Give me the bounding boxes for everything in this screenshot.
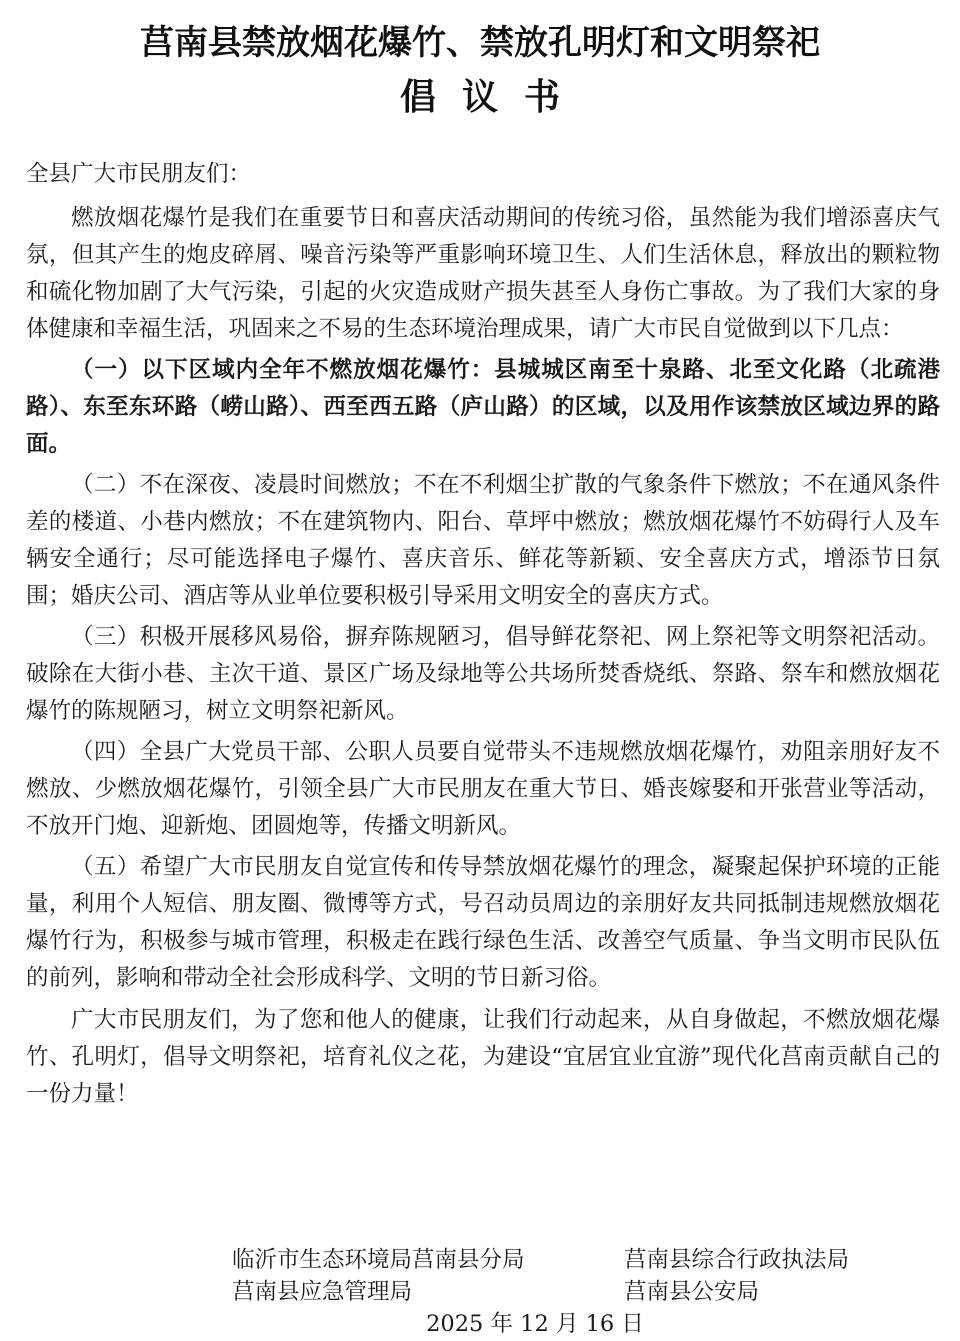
document-date: 2025 年 12 月 16 日 (426, 1311, 644, 1337)
closing-paragraph: 广大市民朋友们，为了您和他人的健康，让我们行动起来，从自身做起，不燃放烟花爆竹、孔明灯，倡导文明祭祀，培育礼仪之花，为建设“宜居宜业宜游”现代化莒南贡献自己的一份力量！ (26, 1007, 940, 1107)
signatory: 莒南县公安局 (624, 1279, 760, 1305)
document-title-line-1: 莒南县禁放烟花爆竹、禁放孔明灯和文明祭祀 (140, 23, 820, 63)
item-4-paragraph: （四）全县广大党员干部、公职人员要自觉带头不违规燃放烟花爆竹，劝阻亲朋好友不燃放、少燃放烟花爆竹，引领全县广大市民朋友在重大节日、婚丧嫁娶和开张营业等活动，不放开门炮、迎新炮、团圆炮等，传播文明新风。 (26, 739, 940, 839)
document-title-line-2: 倡议书 (399, 77, 586, 118)
signatory: 莒南县综合行政执法局 (624, 1247, 850, 1273)
item-5-paragraph: （五）希望广大市民朋友自觉宣传和传导禁放烟花爆竹的理念，凝聚起保护环境的正能量，利用个人短信、朋友圈、微博等方式，号召动员周边的亲朋好友共同抵制违规燃放烟花爆竹行为，积极参与城市管理，积极走在践行绿色生活、改善空气质量、争当文明市民队伍的前列，影响和带动全社会形成科学、文明的节日新习俗。 (26, 854, 940, 991)
salutation: 全县广大市民朋友们： (26, 161, 252, 187)
item-2-paragraph: （二）不在深夜、凌晨时间燃放；不在不利烟尘扩散的气象条件下燃放；不在通风条件差的楼道、小巷内燃放；不在建筑物内、阳台、草坪中燃放；燃放烟花爆竹不妨碍行人及车辆安全通行；尽可能选择电子爆竹、喜庆音乐、鲜花等新颖、安全喜庆方式，增添节日氛围；婚庆公司、酒店等从业单位要积极引导采用文明安全的喜庆方式。 (26, 472, 940, 609)
signatory: 临沂市生态环境局莒南县分局 (232, 1247, 525, 1273)
item-3-paragraph: （三）积极开展移风易俗，摒弃陈规陋习，倡导鲜花祭祀、网上祭祀等文明祭祀活动。破除在大街小巷、主次干道、景区广场及绿地等公共场所焚香烧纸、祭路、祭车和燃放烟花爆竹的陈规陋习，树立文明祭祀新风。 (26, 624, 940, 724)
document-body (26, 156, 940, 1113)
intro-paragraph: 燃放烟花爆竹是我们在重要节日和喜庆活动期间的传统习俗，虽然能为我们增添喜庆气氛，但其产生的炮皮碎屑、噪音污染等严重影响环境卫生、人们生活休息，释放出的颗粒物和硫化物加剧了大气污染，引起的火灾造成财产损失甚至人身伤亡事故。为了我们大家的身体健康和幸福生活，巩固来之不易的生态环境治理成果，请广大市民自觉做到以下几点： (26, 205, 940, 342)
signatory: 莒南县应急管理局 (232, 1279, 413, 1305)
item-1-paragraph: （一）以下区域内全年不燃放烟花爆竹：县城城区南至十泉路、北至文化路（北疏港路）、东至东环路（崂山路）、西至西五路（庐山路）的区域，以及用作该禁放区域边界的路面。 (26, 357, 940, 457)
